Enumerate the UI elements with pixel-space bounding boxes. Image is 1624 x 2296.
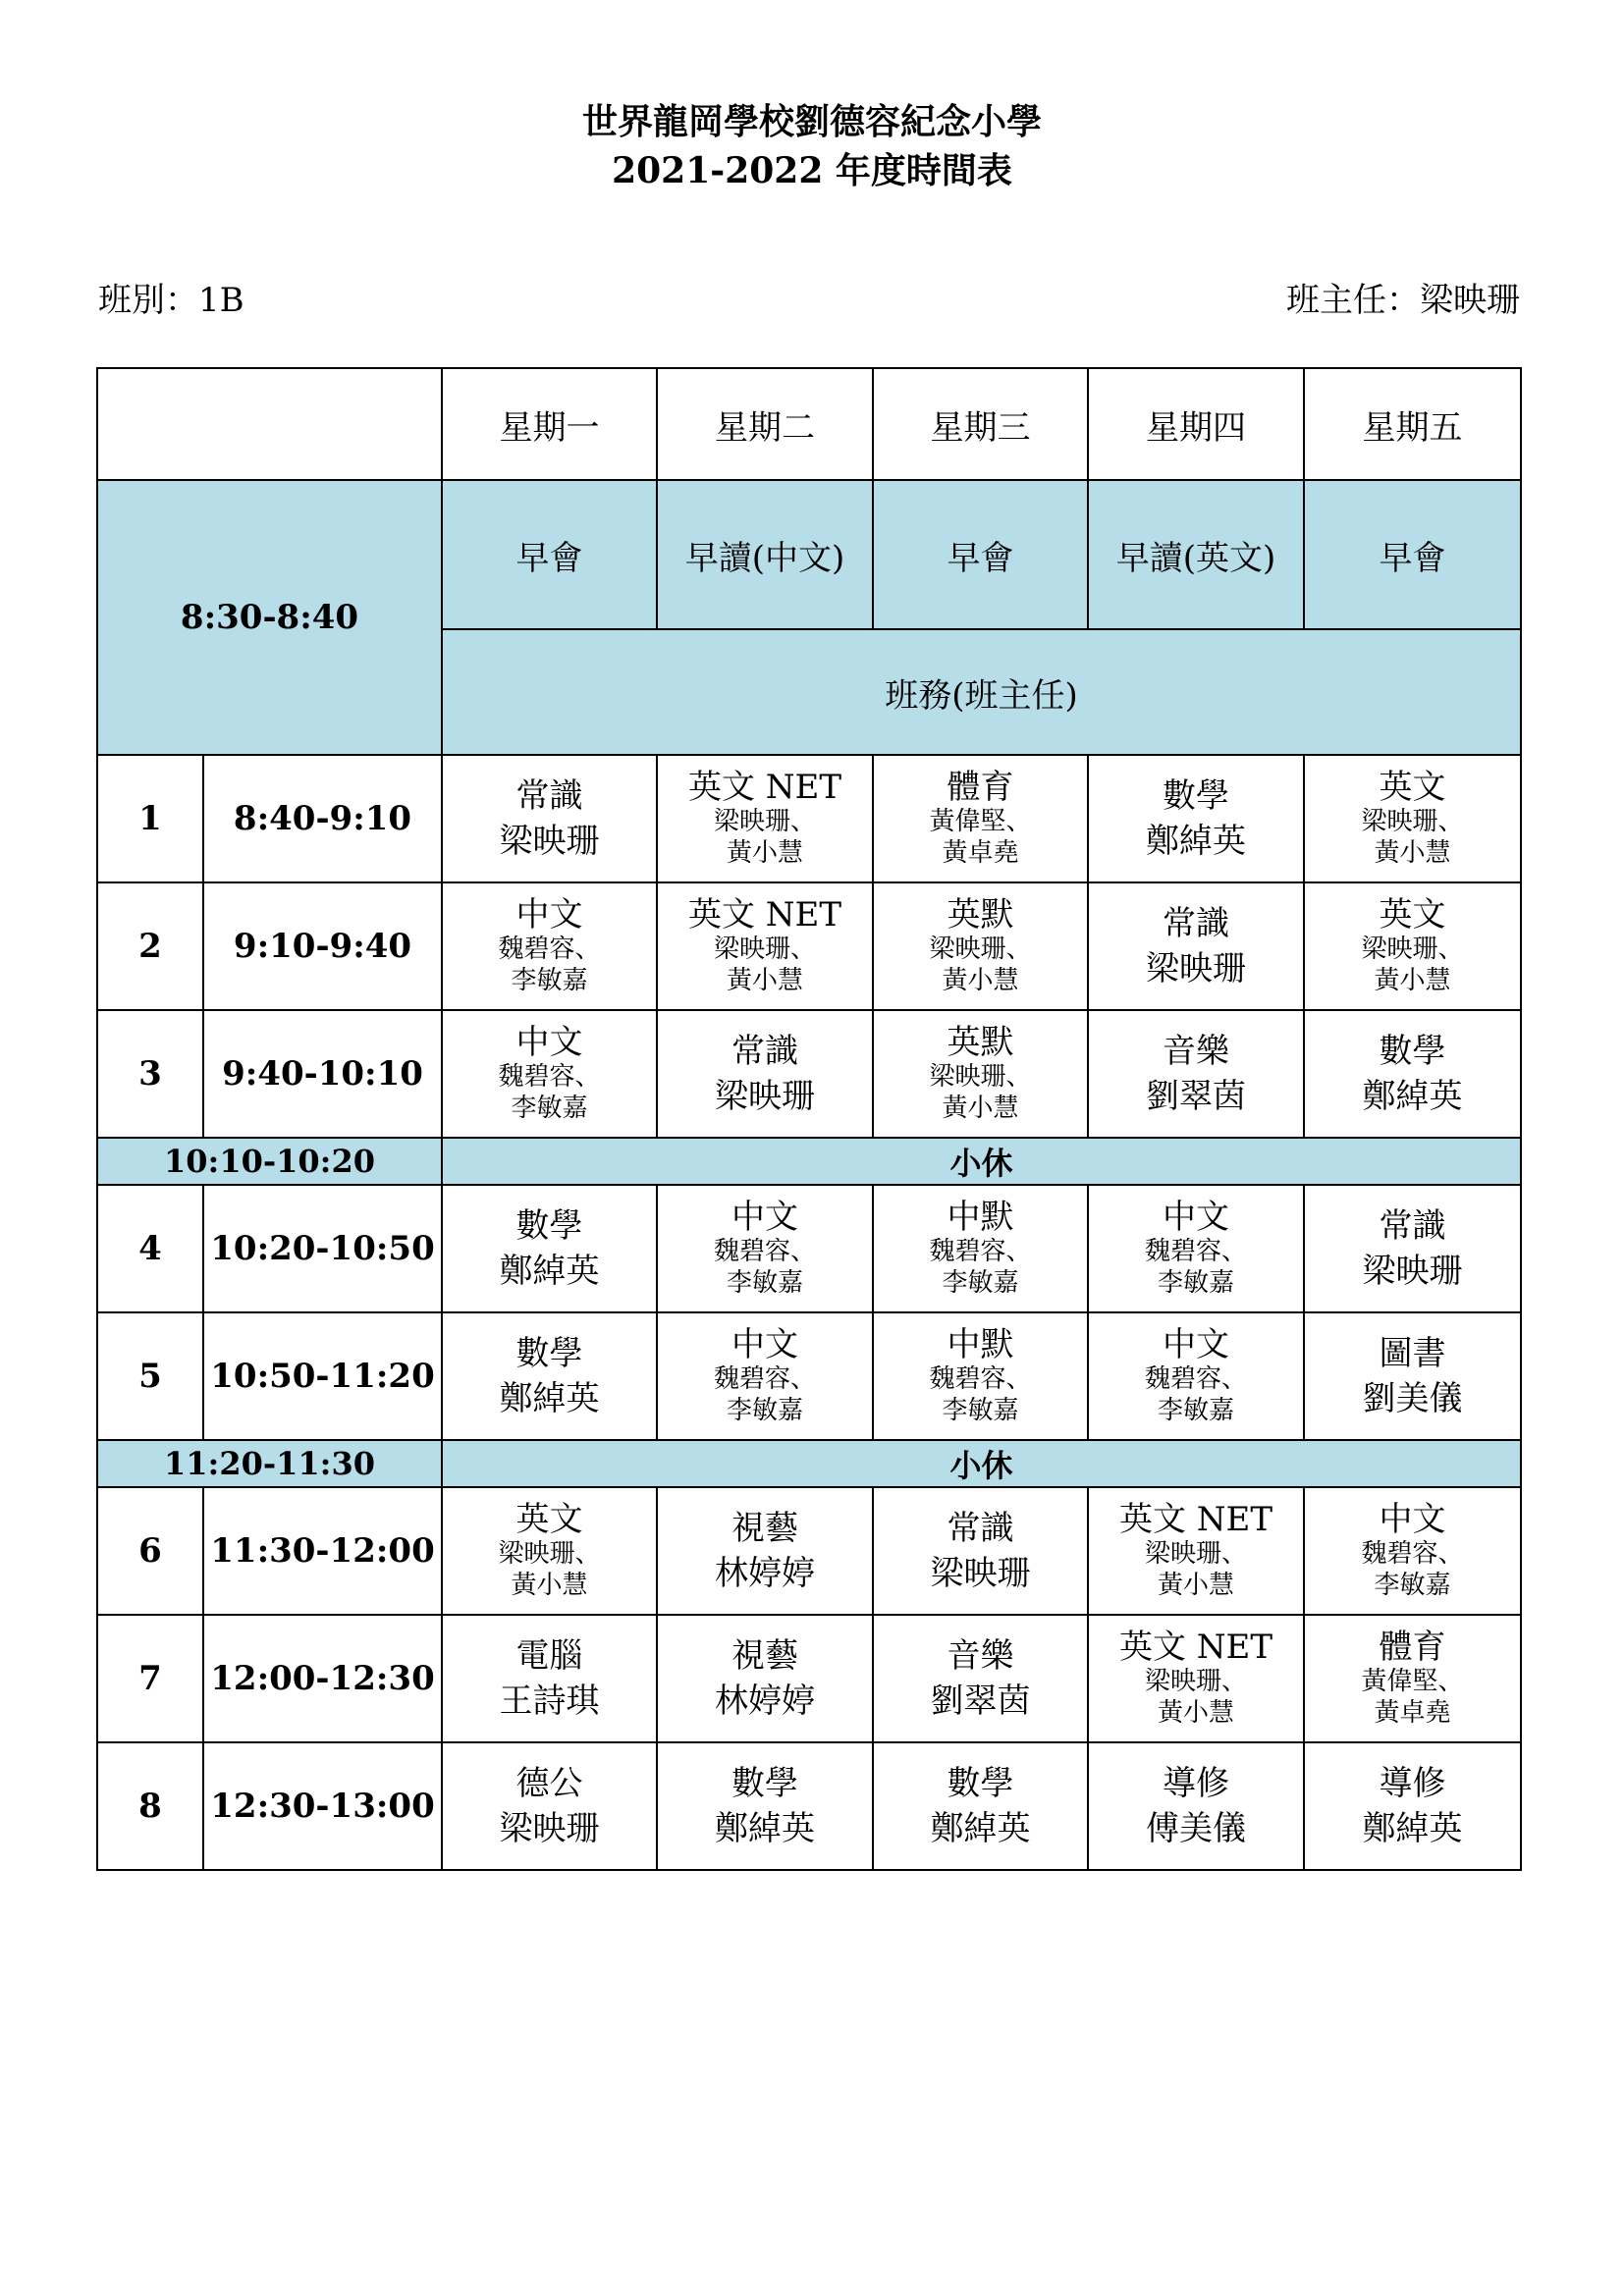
period-number: 4 [97,1185,203,1312]
lesson-cell [657,755,873,882]
corner-cell [97,368,442,480]
teacher-name: 李敏嘉 [942,1268,1019,1298]
teacher-name: 黃小慧 [726,966,803,995]
period-time: 10:20-10:50 [203,1185,442,1312]
subject-name: 英文 [515,1500,583,1539]
teacher-name: 黃卓堯 [1374,1698,1451,1728]
teacher-name: 梁映珊 [715,1077,815,1116]
lesson-cell [873,1010,1088,1138]
morning-assembly-row [97,480,1521,629]
teacher-name: 黃小慧 [1157,1698,1234,1728]
lesson-cell [442,755,657,882]
subject-name: 英文 [1379,768,1446,807]
period-number: 3 [97,1010,203,1138]
teacher-name: 王詩琪 [499,1682,600,1721]
teacher-name: 黃偉堅、 [1361,1667,1464,1696]
subject-name: 常識 [1163,904,1229,943]
teacher-name: 梁映珊、 [929,934,1032,964]
subject-name: 英文 NET [1118,1500,1273,1539]
lesson-cell [442,1010,657,1138]
subject-name: 德公 [515,1764,583,1803]
teacher-name: 黃小慧 [1157,1571,1234,1600]
lesson-cell [873,755,1088,882]
break-label: 小休 [442,1138,1521,1185]
day-header: 星期一 [442,368,657,480]
class-label: 班別：1B [98,281,244,320]
class-duty: 班務(班主任) [442,629,1521,755]
subject-name: 數學 [731,1764,798,1803]
school-name: 世界龍岡學校劉德容紀念小學 [581,101,1042,142]
period-time: 9:40-10:10 [203,1010,442,1138]
subject-name: 導修 [1379,1764,1446,1803]
subject-name: 圖書 [1379,1334,1446,1373]
teacher-name: 魏碧容、 [929,1364,1032,1394]
teacher-name: 劉翠茵 [1146,1077,1246,1116]
teacher-name: 魏碧容、 [713,1237,816,1266]
lesson-cell [1304,1615,1521,1742]
subject-name: 中文 [731,1325,798,1364]
period-row [97,1615,1521,1742]
subject-name: 中文 [1379,1500,1446,1539]
break-time: 10:10-10:20 [97,1138,442,1185]
lesson-cell [1088,882,1304,1010]
timetable-title: 2021-2022 年度時間表 [612,150,1012,191]
subject-name: 電腦 [515,1636,583,1676]
morning-activity: 早會 [442,480,657,629]
lesson-cell [442,882,657,1010]
teacher-name: 鄭綽英 [499,1379,600,1418]
class-teacher-label: 班主任：梁映珊 [1286,281,1520,320]
break-label: 小休 [442,1440,1521,1487]
teacher-name: 李敏嘉 [726,1396,803,1425]
subject-name: 音樂 [1163,1032,1229,1071]
break-row [97,1138,1521,1185]
lesson-cell [657,1487,873,1615]
teacher-name: 林婷婷 [715,1682,815,1721]
lesson-cell [873,1487,1088,1615]
subject-name: 數學 [1163,776,1229,816]
timetable [96,367,1522,1871]
lesson-cell [657,1615,873,1742]
period-number: 8 [97,1742,203,1870]
lesson-cell [1304,1010,1521,1138]
teacher-name: 李敏嘉 [511,1094,588,1123]
lesson-cell [442,1615,657,1742]
period-time: 12:30-13:00 [203,1742,442,1870]
period-row [97,1487,1521,1615]
lesson-cell [657,1010,873,1138]
subject-name: 中文 [515,1023,583,1062]
teacher-name: 黃小慧 [942,966,1019,995]
teacher-name: 梁映珊、 [1144,1539,1247,1569]
subject-name: 中文 [515,895,583,934]
period-number: 1 [97,755,203,882]
teacher-name: 黃小慧 [1374,838,1451,868]
teacher-name: 鄭綽英 [1146,822,1246,861]
break-time: 11:20-11:30 [97,1440,442,1487]
period-row [97,1185,1521,1312]
subject-name: 常識 [947,1509,1014,1548]
lesson-cell [1088,1010,1304,1138]
lesson-cell [657,1312,873,1440]
lesson-cell [873,882,1088,1010]
lesson-cell [1304,1185,1521,1312]
lesson-cell [657,882,873,1010]
subject-name: 中默 [947,1325,1014,1364]
teacher-name: 梁映珊、 [1144,1667,1247,1696]
teacher-name: 魏碧容、 [498,1062,601,1092]
period-number: 7 [97,1615,203,1742]
lesson-cell [1304,1742,1521,1870]
period-time: 11:30-12:00 [203,1487,442,1615]
teacher-name: 梁映珊、 [1361,807,1464,836]
lesson-cell [1304,1312,1521,1440]
period-time: 8:40-9:10 [203,755,442,882]
teacher-name: 魏碧容、 [1144,1237,1247,1266]
subject-name: 數學 [947,1764,1014,1803]
teacher-name: 魏碧容、 [1361,1539,1464,1569]
day-header: 星期四 [1088,368,1304,480]
lesson-cell [657,1185,873,1312]
period-row [97,1742,1521,1870]
teacher-name: 林婷婷 [715,1554,815,1593]
subject-name: 中文 [1163,1325,1229,1364]
period-time: 10:50-11:20 [203,1312,442,1440]
teacher-name: 鄭綽英 [499,1252,600,1291]
teacher-name: 梁映珊 [930,1554,1031,1593]
subject-name: 英文 NET [687,768,842,807]
subject-name: 導修 [1163,1764,1229,1803]
period-time: 12:00-12:30 [203,1615,442,1742]
teacher-name: 黃偉堅、 [929,807,1032,836]
morning-activity: 早讀(英文) [1088,480,1304,629]
subject-name: 數學 [515,1334,583,1373]
teacher-name: 李敏嘉 [1374,1571,1451,1600]
teacher-name: 李敏嘉 [1157,1268,1234,1298]
lesson-cell [1088,1615,1304,1742]
period-number: 2 [97,882,203,1010]
teacher-name: 魏碧容、 [1144,1364,1247,1394]
teacher-name: 梁映珊、 [713,807,816,836]
subject-name: 常識 [731,1032,798,1071]
day-header-row [97,368,1521,480]
lesson-cell [1088,1185,1304,1312]
teacher-name: 劉美儀 [1362,1379,1463,1418]
lesson-cell [1304,882,1521,1010]
teacher-name: 黃小慧 [942,1094,1019,1123]
teacher-name: 鄭綽英 [1362,1077,1463,1116]
subject-name: 英文 NET [687,895,842,934]
subject-name: 英默 [947,1023,1014,1062]
teacher-name: 李敏嘉 [726,1268,803,1298]
day-header: 星期三 [873,368,1088,480]
lesson-cell [873,1185,1088,1312]
subject-name: 視藝 [731,1509,798,1548]
subject-name: 英默 [947,895,1014,934]
subject-name: 常識 [1379,1206,1446,1246]
teacher-name: 鄭綽英 [1362,1809,1463,1848]
period-number: 6 [97,1487,203,1615]
lesson-cell [873,1742,1088,1870]
teacher-name: 鄭綽英 [930,1809,1031,1848]
lesson-cell [1304,755,1521,882]
teacher-name: 黃小慧 [1374,966,1451,995]
teacher-name: 黃小慧 [511,1571,588,1600]
teacher-name: 李敏嘉 [1157,1396,1234,1425]
teacher-name: 李敏嘉 [511,966,588,995]
teacher-name: 梁映珊 [1362,1252,1463,1291]
teacher-name: 黃卓堯 [942,838,1019,868]
subject-name: 數學 [515,1206,583,1246]
morning-activity: 早會 [1304,480,1521,629]
subject-name: 常識 [515,776,583,816]
teacher-name: 梁映珊、 [929,1062,1032,1092]
period-row [97,1312,1521,1440]
period-row [97,755,1521,882]
morning-activity: 早讀(中文) [657,480,873,629]
lesson-cell [1088,755,1304,882]
lesson-cell [1304,1487,1521,1615]
teacher-name: 梁映珊 [499,1809,600,1848]
teacher-name: 魏碧容、 [929,1237,1032,1266]
teacher-name: 傅美儀 [1146,1809,1246,1848]
subject-name: 音樂 [947,1636,1014,1676]
morning-activity: 早會 [873,480,1088,629]
teacher-name: 黃小慧 [726,838,803,868]
subject-name: 體育 [1379,1628,1446,1667]
morning-time: 8:30-8:40 [97,480,442,755]
subject-name: 中文 [731,1198,798,1237]
lesson-cell [442,1742,657,1870]
subject-name: 視藝 [731,1636,798,1676]
day-header: 星期二 [657,368,873,480]
subject-name: 英文 NET [1118,1628,1273,1667]
lesson-cell [873,1615,1088,1742]
day-header: 星期五 [1304,368,1521,480]
teacher-name: 梁映珊、 [713,934,816,964]
lesson-cell [442,1487,657,1615]
break-row [97,1440,1521,1487]
teacher-name: 梁映珊、 [1361,934,1464,964]
period-time: 9:10-9:40 [203,882,442,1010]
subject-name: 英文 [1379,895,1446,934]
lesson-cell [1088,1312,1304,1440]
subject-name: 中文 [1163,1198,1229,1237]
period-number: 5 [97,1312,203,1440]
teacher-name: 魏碧容、 [713,1364,816,1394]
period-row [97,1010,1521,1138]
teacher-name: 梁映珊、 [498,1539,601,1569]
subject-name: 數學 [1379,1032,1446,1071]
lesson-cell [873,1312,1088,1440]
subject-name: 體育 [947,768,1014,807]
lesson-cell [1088,1487,1304,1615]
teacher-name: 鄭綽英 [715,1809,815,1848]
teacher-name: 梁映珊 [499,822,600,861]
teacher-name: 李敏嘉 [942,1396,1019,1425]
subject-name: 中默 [947,1198,1014,1237]
period-row [97,882,1521,1010]
lesson-cell [1088,1742,1304,1870]
lesson-cell [442,1185,657,1312]
teacher-name: 梁映珊 [1146,949,1246,988]
lesson-cell [442,1312,657,1440]
lesson-cell [657,1742,873,1870]
teacher-name: 劉翠茵 [930,1682,1031,1721]
teacher-name: 魏碧容、 [498,934,601,964]
